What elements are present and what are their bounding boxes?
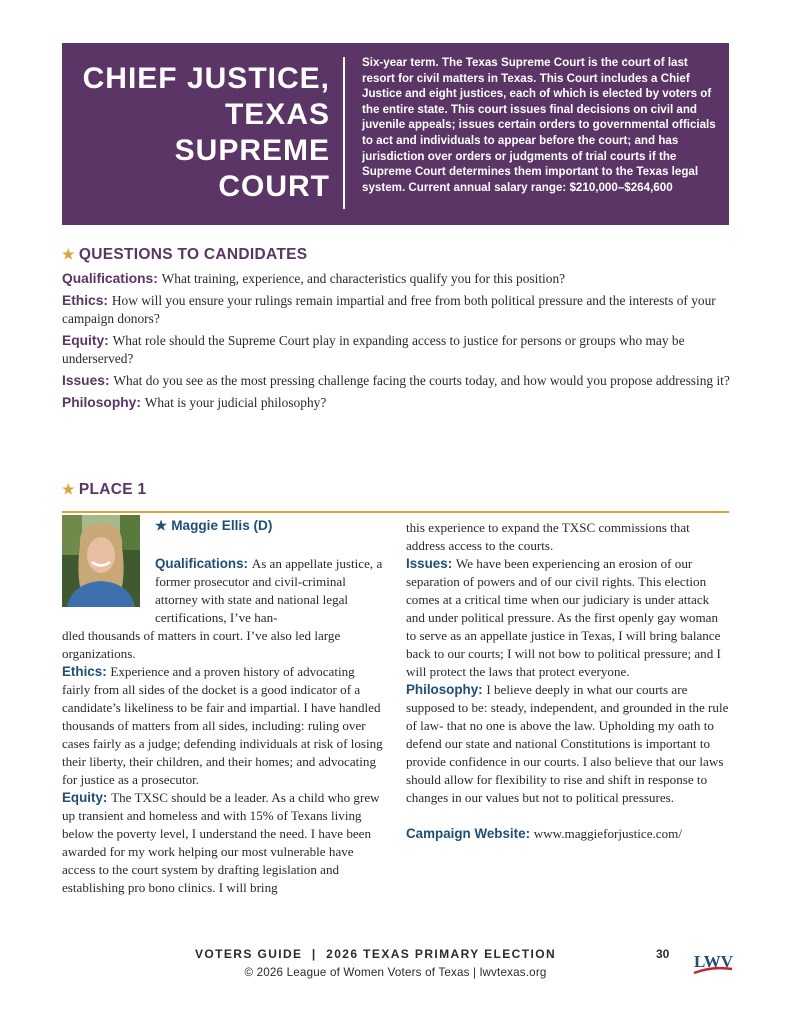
- philosophy-answer: Philosophy: I believe deeply in what our courts are supposed to be: steady, independent, and grounded in the rule of law- that no one is above the law. Upholding my oath to defend our state and national Constitutions is important to provide confidence in our courts. I also believe that our laws should allow for flexibility to rise and shift in response to changes in our values but not to political pressures.: [406, 682, 729, 805]
- qualifications-answer: Qualifications: As an appellate justice, a former prosecutor and civil-criminal attorney with state and national legal certifications, I’ve han-: [155, 556, 383, 625]
- candidate-name: [155, 518, 272, 534]
- qualifications-rest: dled thousands of matters in court. I’ve also led large organizations.: [62, 628, 341, 661]
- star-icon: ★: [155, 518, 168, 533]
- qualifications-intro: As an appellate justice, a former prosecutor and civil-criminal attorney with state and national legal certifications, I’ve han-: [155, 556, 383, 625]
- star-icon: ★: [62, 481, 75, 497]
- page-number: 30: [656, 947, 670, 961]
- place-heading-text: PLACE 1: [78, 481, 147, 498]
- question-label: Issues: [62, 373, 105, 388]
- office-title-line: CHIEF JUSTICE,: [82, 62, 330, 95]
- question-item: Equity: What role should the Supreme Court play in expanding access to justice for persons or groups who may be underserved?: [62, 333, 685, 366]
- equity-label: Equity: [62, 790, 103, 805]
- issues-answer: Issues: We have been experiencing an erosion of our separation of powers and of our civil rights. This election comes at a critical time when our judiciary is under attack and under political pressure. As the first openly gay woman to serve as an appellate justice in Texas, I will bring balance back to our courts; I will not bow to political pressure; and I will protect the laws that protect everyone.: [406, 556, 721, 679]
- question-text: What role should the Supreme Court play in expanding access to justice for persons or groups who may be underserved?: [62, 333, 685, 366]
- candidate-photo: [62, 515, 140, 607]
- section-rule: [62, 511, 729, 513]
- philosophy-label: Philosophy: [406, 682, 479, 697]
- lwv-logo-text: LWV: [694, 952, 734, 971]
- questions-heading: [62, 246, 307, 264]
- place-heading: [62, 481, 146, 499]
- left-column: [62, 627, 385, 897]
- questions-list: [62, 270, 730, 416]
- website-label: Campaign Website: [406, 826, 526, 841]
- equity-text: The TXSC should be a leader. As a child who grew up transient and homeless and with 15% of Texans living below the poverty level, I understand the need. I have been awarded for my work helping our most vulnerable have access to the court system by drafting legislation and establishing pro bono clinics. I will bring: [62, 790, 380, 895]
- office-description: Six-year term. The Texas Supreme Court is the court of last resort for civil matters in Texas. This Court includes a Chief Justice and eight justices, each of which is elected by voters of the entire state. This court issues final decisions on civil and juvenile appeals; issues certain orders to governmental officials to act and individuals to appear before the court; and has jurisdiction over orders or judgments of trial courts if the Supreme Court determines them important to the Texas legal system. Current annual salary range: $210,000–$264,600: [362, 56, 716, 194]
- question-text: What training, experience, and characteristics qualify you for this position?: [161, 271, 566, 286]
- footer-title-text: VOTERS GUIDE | 2026 TEXAS PRIMARY ELECTION: [194, 947, 557, 961]
- ethics-answer: Ethics: Experience and a proven history of advocating fairly from all sides of the docket is a good indicator of a candidate’s likeliness to be fair and impartial. I have handled thousands of matters from all sides, including: ruling over cases fairly as a judge; defending individuals at risk of losing their liberty, their children, and their homes; and advocating for justice as a prosecutor.: [62, 664, 383, 787]
- right-column: [406, 519, 730, 843]
- star-icon: ★: [62, 246, 75, 262]
- candidate-name-text: Maggie Ellis (D): [171, 518, 273, 533]
- website-link[interactable]: www.maggieforjustice.com/: [533, 826, 682, 841]
- question-item: Qualifications: What training, experience, and characteristics qualify you for this position?: [62, 271, 566, 286]
- question-item: Issues: What do you see as the most pressing challenge facing the courts today, and how would you propose addressing it?: [62, 373, 730, 388]
- question-label: Equity: [62, 333, 105, 348]
- equity-answer: Equity: The TXSC should be a leader. As a child who grew up transient and homeless and with 15% of Texans living below the poverty level, I understand the need. I have been awarded for my work helping our most vulnerable have access to the court system by drafting legislation and establishing pro bono clinics. I will bring: [62, 790, 380, 895]
- office-title-line: TEXAS: [224, 98, 330, 131]
- office-banner: [62, 43, 729, 225]
- question-label: Philosophy: [62, 395, 137, 410]
- office-title-line: SUPREME: [174, 134, 330, 167]
- ethics-label: Ethics: [62, 664, 103, 679]
- issues-text: We have been experiencing an erosion of our separation of powers and of our civil rights. This election comes at a critical time when our judiciary is under attack and under political pressure. As the first openly gay woman to serve as an appellate justice in Texas, I will bring balance back to our courts; I will not bow to political pressure; and I will protect the laws that protect everyone.: [406, 556, 721, 679]
- question-text: What is your judicial philosophy?: [144, 395, 327, 410]
- questions-heading-text: QUESTIONS TO CANDIDATES: [78, 246, 308, 263]
- ethics-text: Experience and a proven history of advocating fairly from all sides of the docket is a good indicator of a candidate’s likeliness to be fair and impartial. I have handled thousands of matters from all sides, including: ruling over cases fairly as a judge; defending individuals at risk of losing their liberty, their children, and their homes; and advocating for justice as a prosecutor.: [62, 664, 383, 787]
- equity-continued: this experience to expand the TXSC commissions that address access to the courts.: [406, 520, 690, 553]
- question-label: Qualifications: [62, 271, 154, 286]
- qualifications-label: Qualifications: [155, 556, 244, 571]
- question-label: Ethics: [62, 293, 104, 308]
- question-item: Ethics: How will you ensure your rulings remain impartial and free from both political pressure and the interests of your campaign donors?: [62, 293, 716, 326]
- banner-divider: [343, 57, 345, 209]
- office-title-line: COURT: [218, 170, 330, 203]
- campaign-website: Campaign Website: www.maggieforjustice.com/: [406, 826, 682, 841]
- footer-copyright: © 2026 League of Women Voters of Texas | lwvtexas.org: [244, 966, 547, 979]
- candidate-photo-image: [62, 515, 140, 607]
- question-text: What do you see as the most pressing challenge facing the courts today, and how would you propose addressing it?: [113, 373, 730, 388]
- question-text: How will you ensure your rulings remain impartial and free from both political pressure and the interests of your campaign donors?: [62, 293, 716, 326]
- question-item: Philosophy: What is your judicial philosophy?: [62, 395, 327, 410]
- issues-label: Issues: [406, 556, 448, 571]
- footer-title: [0, 947, 791, 961]
- office-title: [62, 61, 330, 205]
- philosophy-text: I believe deeply in what our courts are supposed to be: steady, independent, and grounded in the rule of law- that no one is above the law. Upholding my oath to defend our state and national Constitutions is important to provide confidence in our courts. I also believe that our laws should allow for flexibility to rise and shift in response to changes in our values but not to political pressures.: [406, 682, 729, 805]
- lwv-logo-icon: [692, 950, 734, 978]
